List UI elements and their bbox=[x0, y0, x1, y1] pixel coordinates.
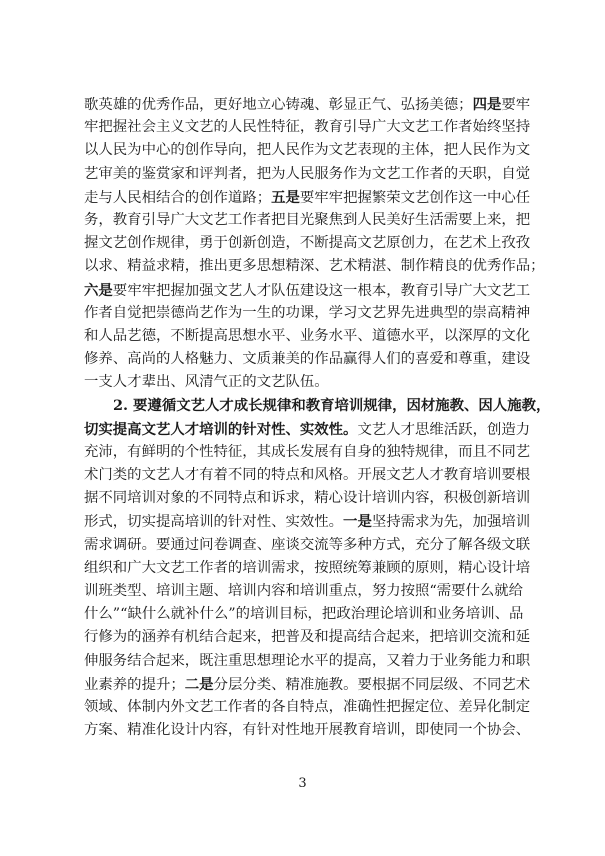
text-line bbox=[84, 302, 531, 325]
text-span: 形式，切实提高培训的针对性、实效性。 bbox=[84, 514, 344, 531]
text-line bbox=[84, 487, 531, 510]
body-text bbox=[84, 93, 551, 742]
text-span: 需求调研。要通过问卷调查、座谈交流等多种方式，充分了解各级文联 bbox=[84, 536, 531, 553]
text-span: 据不同培训对象的不同特点和诉求，精心设计培训内容，积极创新培训 bbox=[84, 490, 531, 507]
text-line bbox=[84, 673, 531, 696]
text-line bbox=[84, 325, 531, 348]
page-number: 3 bbox=[298, 776, 307, 791]
text-span: 术门类的文艺人才有着不同的特点和风格。开展文艺人才教育培训要根 bbox=[84, 467, 531, 483]
text-line bbox=[84, 279, 531, 302]
text-line bbox=[84, 626, 531, 649]
text-span: 握文艺创作规律，勇于创新创造，不断提高文艺原创力，在艺术上孜孜 bbox=[84, 235, 531, 252]
text-span: 要牢牢把握加强文艺人才队伍建设这一根本，教育引导广大文艺工 bbox=[112, 282, 531, 299]
text-line bbox=[84, 163, 531, 186]
text-span: 歌英雄的优秀作品，更好地立心铸魂、彰显正气、弘扬美德； bbox=[84, 97, 473, 113]
text-span: 伸服务结合起来，既注重思想理论水平的提高，又着力于业务能力和职 bbox=[84, 652, 531, 669]
text-span: 什么”“缺什么就补什么”的培训目标，把政治理论培训和业务培训、品 bbox=[84, 606, 524, 623]
text-line bbox=[84, 557, 531, 580]
text-span: 分层分类、精准施教。要根据不同层级、不同艺术 bbox=[213, 676, 531, 693]
text-line bbox=[84, 394, 551, 417]
text-span: 文艺人才思维活跃，创造力 bbox=[357, 421, 531, 438]
text-line bbox=[84, 719, 531, 742]
text-span: 方案、精准化设计内容，有针对性地开展教育培训，即使同一个协会、 bbox=[84, 722, 531, 739]
bold-text-span: 切实提高文艺人才培训的针对性、实效性。 bbox=[84, 420, 358, 438]
text-line bbox=[84, 93, 531, 116]
bold-text-span: 2. 要遵循文艺人才成长规律和教育培训规律，因材施教、因人施教， bbox=[113, 397, 551, 415]
text-span: 作者自觉把崇德尚艺作为一生的功课，学习文艺界先进典型的崇高精神 bbox=[84, 304, 531, 321]
text-span: 以求、精益求精，推出更多思想精深、艺术精湛、制作精良的优秀作品； bbox=[84, 258, 545, 275]
text-span: 和人品艺德，不断提高思想水平、业务水平、道德水平，以深厚的文化 bbox=[84, 327, 531, 344]
bold-text-span: 四是 bbox=[472, 96, 502, 113]
text-span: 行修为的涵养有机结合起来，把普及和提高结合起来，把培训交流和延 bbox=[84, 629, 531, 646]
text-span: 牢把握社会主义文艺的人民性特征，教育引导广大文艺工作者始终坚持 bbox=[84, 119, 531, 136]
text-span: 业素养的提升； bbox=[84, 676, 185, 693]
text-span: 要牢牢把握繁荣文艺创作这一中心任 bbox=[299, 189, 531, 206]
text-span: 训班类型、培训主题、培训内容和培训重点，努力按照“需要什么就给 bbox=[84, 582, 524, 599]
bold-text-span: 一是 bbox=[343, 513, 372, 531]
text-line bbox=[84, 464, 531, 487]
text-span: 以人民为中心的创作导向，把人民作为文艺表现的主体，把人民作为文 bbox=[84, 142, 531, 159]
text-line bbox=[84, 696, 531, 719]
text-line bbox=[84, 116, 531, 139]
text-line bbox=[84, 186, 531, 209]
text-line bbox=[84, 510, 531, 533]
text-line bbox=[84, 418, 531, 441]
text-span: 充沛，有鲜明的个性特征，其成长发展有自身的独特规律，而且不同艺 bbox=[84, 443, 531, 460]
text-line bbox=[84, 534, 531, 557]
text-span: 要牢 bbox=[501, 97, 531, 113]
bold-text-span: 二是 bbox=[184, 675, 214, 693]
text-span: 务，教育引导广大文艺工作者把目光聚焦到人民美好生活需要上来，把 bbox=[84, 211, 531, 228]
text-line bbox=[84, 232, 531, 255]
text-span: 一支人才辈出、风清气正的文艺队伍。 bbox=[84, 374, 329, 391]
text-span: 坚持需求为先，加强培训 bbox=[371, 514, 531, 531]
text-span: 领域、体制内外文艺工作者的各自特点，准确性把握定位、差异化制定 bbox=[84, 698, 531, 715]
text-span: 艺审美的鉴赏家和评判者，把为人民服务作为文艺工作者的天职，自觉 bbox=[84, 165, 531, 182]
text-line bbox=[84, 441, 531, 464]
text-line bbox=[84, 650, 531, 673]
text-line bbox=[84, 603, 524, 626]
text-line bbox=[84, 580, 524, 603]
text-line bbox=[84, 255, 545, 278]
bold-text-span: 六是 bbox=[84, 281, 113, 299]
text-line bbox=[84, 209, 531, 232]
text-span: 组织和广大文艺工作者的培训需求，按照统筹兼顾的原则，精心设计培 bbox=[84, 559, 531, 576]
text-span: 修养、高尚的人格魅力、文质兼美的作品赢得人们的喜爱和尊重，建设 bbox=[84, 351, 531, 368]
text-span: 走与人民相结合的创作道路； bbox=[84, 189, 272, 206]
text-line bbox=[84, 371, 524, 394]
text-line bbox=[84, 139, 531, 162]
bold-text-span: 五是 bbox=[271, 188, 300, 206]
text-line bbox=[84, 348, 531, 371]
